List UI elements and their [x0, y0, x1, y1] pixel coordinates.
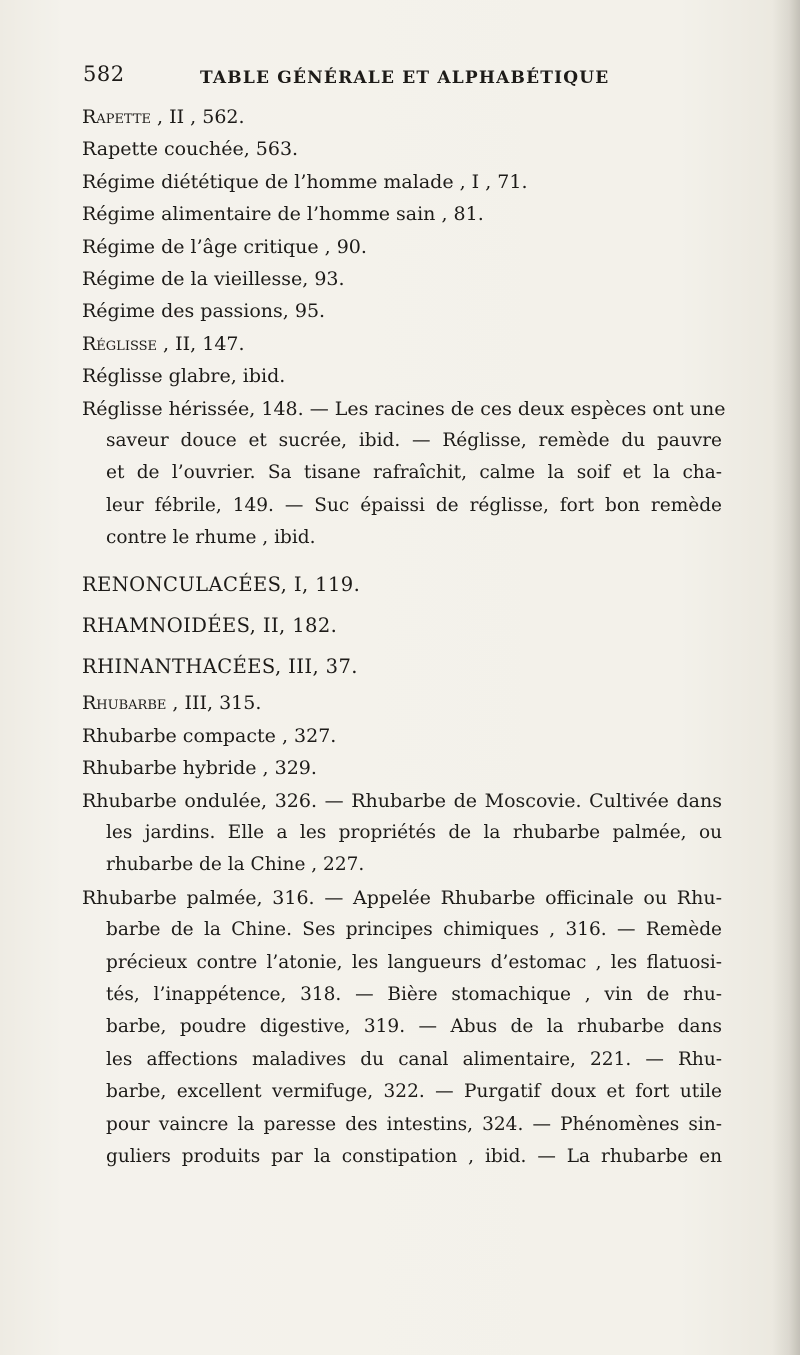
entry-line: Régime de l’âge critique , 90.	[82, 235, 367, 258]
index-entry-rhubarbe-ondulee	[82, 785, 722, 882]
entry-line: Rapette , II , 562.	[82, 106, 245, 128]
page-header	[83, 62, 683, 92]
entry-line: Rhubarbe hybride , 329.	[82, 757, 317, 780]
entry-continuation-line: les affections maladives du canal alimentaire, 221. — Rhu-	[106, 1048, 722, 1070]
entry-line: Régime de la vieillesse, 93.	[82, 267, 345, 290]
entry-continuation-line: tés, l’inappétence, 318. — Bière stomachique , vin de rhu-	[106, 983, 722, 1005]
family-heading: RHAMNOIDÉES, II, 182.	[82, 614, 338, 638]
index-entry-rhamnoidees	[82, 605, 722, 646]
entry-continuation-line: guliers produits par la constipation , ibid. — La rhubarbe en	[106, 1145, 722, 1167]
index-entry-rhubarbe-hybride	[82, 752, 722, 784]
index-entry-reglisse	[82, 328, 722, 360]
entry-line: Régime diététique de l’homme malade , I , 71.	[82, 170, 528, 193]
entry-line: Régime alimentaire de l’homme sain , 81.	[82, 203, 484, 226]
entry-line: Réglisse , II, 147.	[82, 332, 245, 355]
index-entry-regime-vieillesse	[82, 263, 722, 295]
entry-continuation-line: barbe, poudre digestive, 319. — Abus de la rhubarbe dans	[106, 1016, 722, 1038]
entry-continuation-line: les jardins. Elle a les propriétés de la rhubarbe palmée, ou	[106, 822, 722, 844]
index-entry-reglisse-herissee	[82, 393, 726, 555]
index-entry-rhubarbe-palmee	[82, 882, 722, 1174]
entry-line: Rapette couchée, 563.	[82, 138, 299, 161]
index-entry-rhubarbe-compacte	[82, 720, 722, 752]
index-entry-reglisse-glabre	[82, 360, 722, 392]
index-entry-rhinanthacees	[82, 646, 722, 687]
entry-line: Régime des passions, 95.	[82, 300, 326, 323]
entry-line: Rhubarbe compacte , 327.	[82, 724, 337, 747]
entry-continuation-line: précieux contre l’atonie, les langueurs d’estomac , les flatuosi-	[106, 951, 722, 973]
entry-continuation-line: pour vaincre la paresse des intestins, 324. — Phénomènes sin-	[106, 1113, 722, 1135]
index-entry-rapette	[82, 101, 722, 133]
entry-continuation-line: et de l’ouvrier. Sa tisane rafraîchit, calme la soif et la cha-	[106, 462, 722, 484]
page-edge-shadow	[772, 0, 800, 1355]
entry-continuation-line: contre le rhume , ibid.	[106, 527, 316, 549]
index-entries	[82, 101, 726, 1173]
entry-continuation-line: leur fébrile, 149. — Suc épaissi de réglisse, fort bon remède	[106, 494, 722, 516]
family-heading: RENONCULACÉES, I, 119.	[82, 573, 361, 597]
entry-line: Réglisse glabre, ibid.	[82, 365, 286, 388]
index-entry-rapette-couchee	[82, 133, 722, 165]
entry-continuation-line: barbe, excellent vermifuge, 322. — Purgatif doux et fort utile	[106, 1081, 722, 1103]
entry-line: Rhubarbe , III, 315.	[82, 692, 262, 715]
running-title: TABLE GÉNÉRALE ET ALPHABÉTIQUE	[200, 68, 610, 88]
entry-line: Rhubarbe ondulée, 326. — Rhubarbe de Moscovie. Cultivée dans	[82, 789, 722, 812]
entry-line: Réglisse hérissée, 148. — Les racines de ces deux espèces ont une	[82, 397, 726, 420]
entry-continuation-line: barbe de la Chine. Ses principes chimiques , 316. — Remède	[106, 919, 722, 941]
index-entry-regime-age-critique	[82, 231, 722, 263]
entry-continuation-line: rhubarbe de la Chine , 227.	[106, 854, 365, 876]
index-entry-regime-alimentaire	[82, 198, 722, 230]
index-entry-regime-passions	[82, 295, 722, 327]
family-heading: RHINANTHACÉES, III, 37.	[82, 655, 358, 679]
index-entry-renonculacees	[82, 564, 722, 605]
entry-line: Rhubarbe palmée, 316. — Appelée Rhubarbe officinale ou Rhu-	[82, 886, 722, 909]
page-number: 582	[83, 62, 125, 86]
index-entry-regime-dietetique	[82, 166, 722, 198]
entry-continuation-line: saveur douce et sucrée, ibid. — Réglisse, remède du pauvre	[106, 429, 722, 451]
index-entry-rhubarbe	[82, 687, 722, 719]
